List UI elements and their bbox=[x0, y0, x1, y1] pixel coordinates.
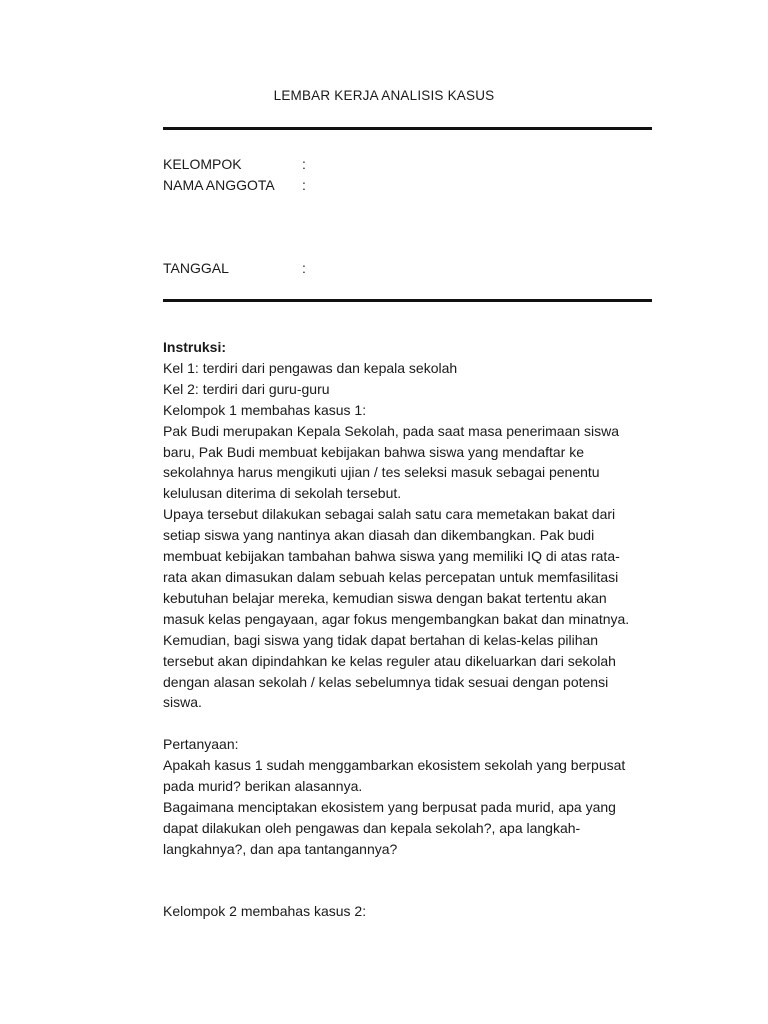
nama-anggota-colon: : bbox=[302, 177, 306, 193]
tanggal-colon: : bbox=[302, 260, 306, 276]
document-title: LEMBAR KERJA ANALISIS KASUS bbox=[273, 88, 495, 103]
kelompok-colon: : bbox=[302, 156, 306, 172]
question-2: Bagaimana menciptakan ekosistem yang berpusat pada murid, apa yang dapat dilakukan oleh pengawas dan kepala sekolah?, apa langkah-langkahnya?, dan apa tantangannya? bbox=[163, 798, 616, 857]
tanggal-label: TANGGAL bbox=[163, 260, 229, 276]
kelompok-field bbox=[163, 154, 306, 174]
kelompok-label: KELOMPOK bbox=[163, 156, 242, 172]
instructions-heading: Instruksi: bbox=[163, 339, 227, 355]
instructions-body bbox=[163, 337, 643, 922]
kel1-line: Kel 1: terdiri dari pengawas dan kepala sekolah bbox=[163, 359, 458, 376]
case1-paragraph-2: Upaya tersebut dilakukan sebagai salah satu cara memetakan bakat dari setiap siswa yang nantinya akan diasah dan dikembangkan. Pak budi membuat kebijakan tambahan bahwa siswa yang memiliki IQ di atas rata-rata akan dimasukan dalam sebuah kelas percepatan untuk memfasilitasi kebutuhan belajar mereka, kemudian siswa dengan bakat tertentu akan masuk kelas pengayaan, agar fokus mengembangkan bakat dan minatnya. Kemudian, bagi siswa yang tidak dapat bertahan di kelas-kelas pilihan tersebut akan dipindahkan ke kelas reguler atau dikeluarkan dari sekolah dengan alasan sekolah / kelas sebelumnya tidak sesuai dengan potensi siswa. bbox=[163, 506, 630, 711]
bottom-divider bbox=[163, 299, 652, 302]
group1-case-heading: Kelompok 1 membahas kasus 1: bbox=[163, 401, 367, 418]
question-1: Apakah kasus 1 sudah menggambarkan ekosistem sekolah yang berpusat pada murid? berikan alasannya. bbox=[163, 757, 626, 795]
top-divider bbox=[163, 127, 652, 130]
tanggal-field bbox=[163, 258, 306, 278]
nama-anggota-field bbox=[163, 175, 306, 195]
questions-heading: Pertanyaan: bbox=[163, 736, 239, 753]
case1-paragraph-1: Pak Budi merupakan Kepala Sekolah, pada saat masa penerimaan siswa baru, Pak Budi membuat kebijakan bahwa siswa yang mendaftar ke sekolahnya harus mengikuti ujian / tes seleksi masuk sebagai penentu kelulusan diterima di sekolah tersebut. bbox=[163, 422, 620, 502]
nama-anggota-label: NAMA ANGGOTA bbox=[163, 177, 275, 193]
kel2-line: Kel 2: terdiri dari guru-guru bbox=[163, 380, 330, 397]
group2-case-heading: Kelompok 2 membahas kasus 2: bbox=[163, 903, 367, 920]
